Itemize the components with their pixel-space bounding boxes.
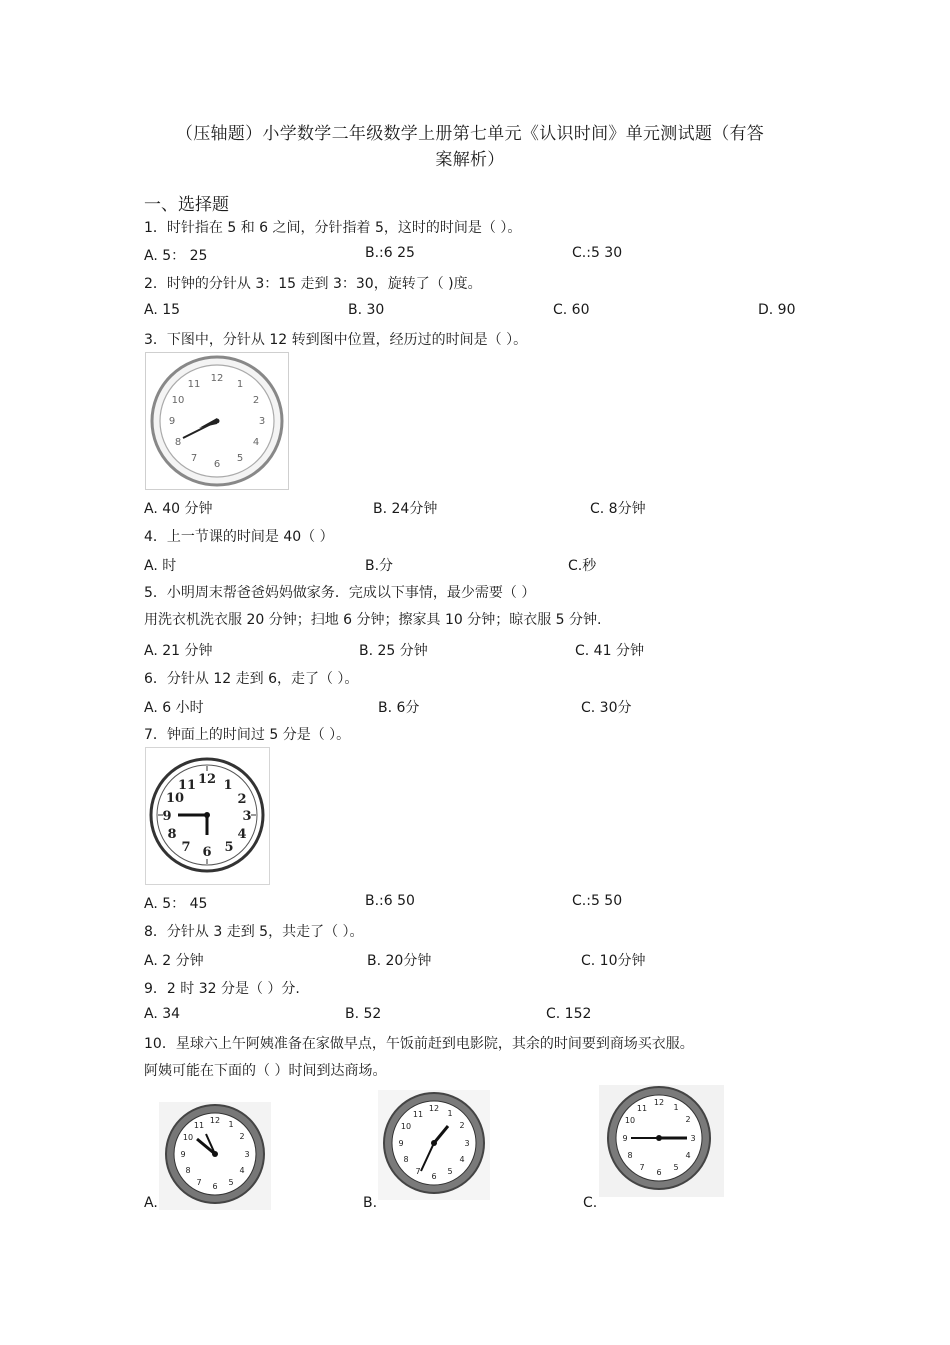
q1-option-b: B.:6 25: [365, 245, 415, 261]
question-9: 9．2 时 32 分是（ ）分.: [144, 981, 300, 997]
svg-text:7: 7: [415, 1167, 421, 1176]
q9-option-c: C. 152: [546, 1006, 592, 1022]
q7-clock-image: [145, 747, 270, 885]
svg-text:3: 3: [258, 416, 266, 427]
svg-text:12: 12: [653, 1098, 665, 1107]
question-4: 4．上一节课的时间是 40（ ）: [144, 529, 334, 545]
page-title-line1: （压轴题）小学数学二年级数学上册第七单元《认识时间》单元测试题（有答: [175, 124, 765, 144]
section-heading: 一、选择题: [144, 195, 229, 215]
svg-text:3: 3: [242, 809, 252, 824]
svg-text:4: 4: [685, 1151, 691, 1160]
svg-text:10: 10: [400, 1122, 412, 1131]
svg-text:2: 2: [237, 792, 247, 807]
q3-option-c: C. 8分钟: [590, 501, 646, 517]
q7-option-c: C.:5 50: [572, 893, 623, 909]
question-10-detail: 阿姨可能在下面的（ ）时间到达商场。: [144, 1063, 387, 1079]
svg-text:1: 1: [236, 379, 244, 390]
q6-option-c: C. 30分: [581, 700, 632, 716]
q7-option-b: B.:6 50: [365, 893, 415, 909]
svg-text:11: 11: [412, 1110, 424, 1119]
svg-text:6: 6: [212, 1182, 218, 1191]
q5-option-c: C. 41 分钟: [575, 643, 644, 659]
svg-text:4: 4: [239, 1166, 245, 1175]
svg-text:7: 7: [196, 1178, 202, 1187]
svg-text:12: 12: [197, 772, 217, 787]
svg-text:2: 2: [252, 395, 260, 406]
q2-option-b: B. 30: [348, 302, 385, 318]
svg-text:11: 11: [177, 778, 197, 793]
q10-option-a: A.: [144, 1195, 158, 1211]
svg-text:4: 4: [252, 437, 260, 448]
svg-text:11: 11: [187, 379, 201, 390]
q9-option-a: A. 34: [144, 1006, 181, 1022]
svg-text:10: 10: [182, 1133, 194, 1142]
svg-text:5: 5: [447, 1167, 453, 1176]
svg-text:8: 8: [627, 1151, 633, 1160]
svg-text:7: 7: [639, 1163, 645, 1172]
q10-option-b: B.: [363, 1195, 378, 1211]
svg-text:12: 12: [210, 373, 224, 384]
svg-text:6: 6: [213, 459, 221, 470]
q8-option-a: A. 2 分钟: [144, 953, 204, 969]
svg-text:3: 3: [690, 1134, 696, 1143]
svg-text:5: 5: [673, 1163, 679, 1172]
q3-option-b: B. 24分钟: [373, 501, 438, 517]
q4-option-a: A. 时: [144, 558, 177, 574]
q6-option-a: A. 6 小时: [144, 700, 204, 716]
question-3: 3．下图中，分针从 12 转到图中位置，经历过的时间是（ ）。: [144, 332, 528, 348]
svg-text:8: 8: [185, 1166, 191, 1175]
svg-text:11: 11: [636, 1104, 648, 1113]
svg-text:1: 1: [673, 1103, 679, 1112]
svg-text:1: 1: [447, 1109, 453, 1118]
svg-text:6: 6: [202, 845, 212, 860]
svg-text:4: 4: [459, 1155, 465, 1164]
svg-text:3: 3: [464, 1139, 470, 1148]
svg-text:3: 3: [244, 1150, 250, 1159]
q2-option-a: A. 15: [144, 302, 181, 318]
svg-text:10: 10: [165, 791, 185, 806]
q1-option-a: A. 5： 25: [144, 248, 208, 264]
svg-text:2: 2: [685, 1115, 691, 1124]
question-10: 10．星球六上午阿姨准备在家做早点，午饭前赶到电影院，其余的时间要到商场买衣服。: [144, 1036, 694, 1052]
q9-option-b: B. 52: [345, 1006, 382, 1022]
svg-text:1: 1: [228, 1120, 234, 1129]
question-5: 5．小明周末帮爸爸妈妈做家务．完成以下事情，最少需要（ ）: [144, 585, 536, 601]
svg-text:12: 12: [209, 1116, 221, 1125]
svg-text:8: 8: [174, 437, 182, 448]
svg-text:9: 9: [168, 416, 176, 427]
q5-option-b: B. 25 分钟: [359, 643, 428, 659]
question-6: 6．分针从 12 走到 6，走了（ ）。: [144, 671, 359, 687]
svg-text:6: 6: [431, 1172, 437, 1181]
question-8: 8．分针从 3 走到 5，共走了（ ）。: [144, 924, 364, 940]
svg-text:12: 12: [428, 1104, 440, 1113]
svg-text:5: 5: [224, 840, 234, 855]
q3-option-a: A. 40 分钟: [144, 501, 213, 517]
question-5-detail: 用洗衣机洗衣服 20 分钟；扫地 6 分钟；擦家具 10 分钟；晾衣服 5 分钟.: [144, 612, 602, 628]
q2-option-d: D. 90: [758, 302, 796, 318]
svg-text:6: 6: [656, 1168, 662, 1177]
svg-text:10: 10: [171, 395, 185, 406]
svg-text:7: 7: [181, 840, 191, 855]
q2-option-c: C. 60: [553, 302, 590, 318]
svg-text:5: 5: [228, 1178, 234, 1187]
question-1: 1．时针指在 5 和 6 之间，分针指着 5，这时的时间是（ ）。: [144, 220, 522, 236]
svg-text:9: 9: [398, 1139, 404, 1148]
svg-text:7: 7: [190, 453, 198, 464]
question-7: 7．钟面上的时间过 5 分是（ ）。: [144, 727, 351, 743]
q8-option-b: B. 20分钟: [367, 953, 432, 969]
question-2: 2．时钟的分针从 3：15 走到 3：30，旋转了（ )度。: [144, 276, 482, 292]
q10-clock-c-image: [599, 1085, 724, 1197]
svg-text:10: 10: [624, 1116, 636, 1125]
svg-text:1: 1: [223, 778, 233, 793]
q6-option-b: B. 6分: [378, 700, 420, 716]
q10-option-c: C.: [583, 1195, 598, 1211]
svg-text:9: 9: [162, 809, 172, 824]
svg-text:11: 11: [193, 1121, 205, 1130]
svg-text:8: 8: [403, 1155, 409, 1164]
svg-text:2: 2: [239, 1132, 245, 1141]
q10-clock-b-image: [378, 1090, 490, 1200]
q4-option-c: C.秒: [568, 558, 597, 574]
q7-option-a: A. 5： 45: [144, 896, 208, 912]
svg-text:5: 5: [236, 453, 244, 464]
svg-text:9: 9: [622, 1134, 628, 1143]
q5-option-a: A. 21 分钟: [144, 643, 213, 659]
svg-text:9: 9: [180, 1150, 186, 1159]
svg-text:2: 2: [459, 1121, 465, 1130]
page-title-line2: 案解析）: [435, 150, 505, 170]
q1-option-c: C.:5 30: [572, 245, 623, 261]
q4-option-b: B.分: [365, 558, 394, 574]
svg-text:8: 8: [167, 827, 177, 842]
q3-clock-image: [145, 352, 289, 490]
q8-option-c: C. 10分钟: [581, 953, 646, 969]
svg-text:4: 4: [237, 827, 247, 842]
q10-clock-a-image: [159, 1102, 271, 1210]
